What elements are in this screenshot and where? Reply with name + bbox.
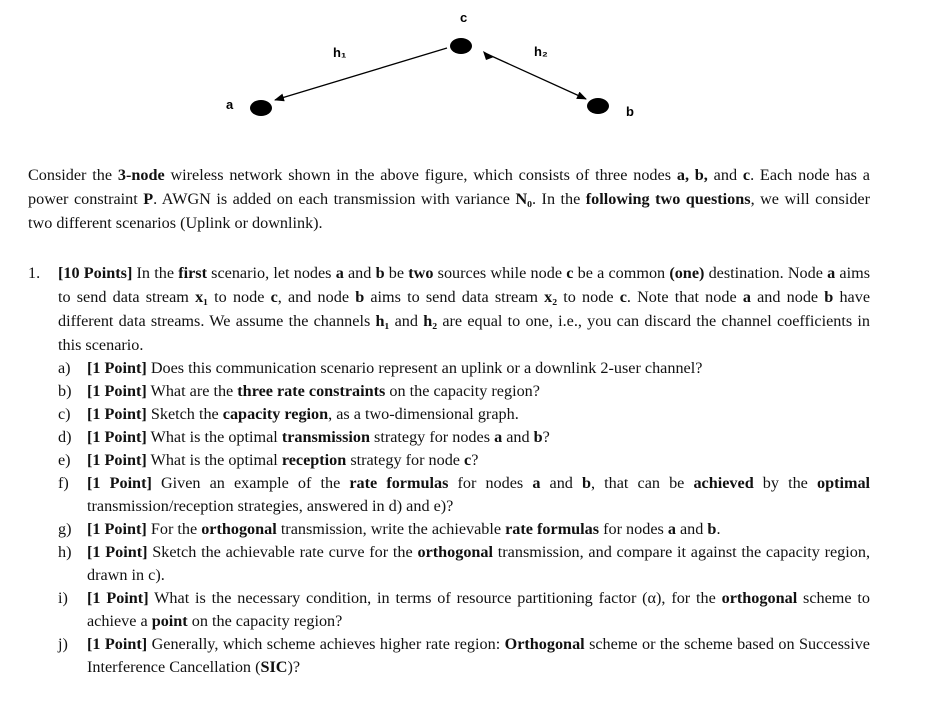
- subquestion-f: f) [1 Point] Given an example of the rate formulas for nodes a and b, that can be achieved by the optimal transmission/reception strategies, answered in d) and e)?: [58, 474, 871, 515]
- subquestion-h: h) [1 Point] Sketch the achievable rate curve for the orthogonal transmission, and compare it against the capacity region, drawn in c).: [58, 543, 871, 584]
- node-b-label: b: [626, 104, 634, 119]
- node-c: [450, 38, 472, 54]
- question-number: 1.: [28, 264, 41, 282]
- subquestion-c: c) [1 Point] Sketch the capacity region, as a two-dimensional graph.: [58, 405, 519, 423]
- subquestion-a: a) [1 Point] Does this communication scenario represent an uplink or a downlink 2-user channel?: [58, 359, 703, 377]
- subquestion-i: i) [1 Point] What is the necessary condition, in terms of resource partitioning factor (α), for the orthogonal scheme to achieve a point on the capacity region?: [58, 589, 870, 630]
- edge-h1-label: h₁: [333, 45, 347, 60]
- node-a: [250, 100, 272, 116]
- edge-h1: [275, 48, 447, 100]
- subquestion-d: d) [1 Point] What is the optimal transmission strategy for nodes a and b?: [58, 428, 550, 446]
- arrow-c-to-b: [487, 54, 586, 99]
- intro-paragraph: Consider the 3-node wireless network shown in the above figure, which consists of three nodes a, b, and c. Each node has a power constraint P. AWGN is added on each transmission with variance N₀. In the following two questions, we will consider two different scenarios (Uplink or downlink).: [28, 166, 870, 232]
- node-b: [587, 98, 609, 114]
- subquestion-j: j) [1 Point] Generally, which scheme achieves higher rate region: Orthogonal scheme or the scheme based on Successive Interference Cancellation (SIC)?: [58, 635, 870, 676]
- node-c-label: c: [460, 10, 468, 25]
- question-1: [28, 261, 870, 357]
- question-1-text: [10 Points] In the first scenario, let nodes a and b be two sources while node c be a common (one) destination. Node a aims to send data stream x₁ to node c, and node b aims to send data stream x₂ to node c. Note that node a and node b have different data streams. We assume the channels h₁ and h₂ are equal to one, i.e., you can discard the channel coefficients in this scenario.: [58, 264, 871, 354]
- node-a-label: a: [226, 97, 234, 112]
- edge-h2-label: h₂: [534, 44, 548, 59]
- subquestion-list: [28, 357, 870, 679]
- network-diagram: [0, 0, 942, 150]
- arrow-c-to-a: [275, 48, 447, 100]
- arrow-head-toward-c: [483, 51, 494, 60]
- subquestion-g: g) [1 Point] For the orthogonal transmission, write the achievable rate formulas for nodes a and b.: [58, 520, 721, 538]
- subquestion-b: b) [1 Point] What are the three rate constraints on the capacity region?: [58, 382, 540, 400]
- subquestion-e: e) [1 Point] What is the optimal reception strategy for node c?: [58, 451, 479, 469]
